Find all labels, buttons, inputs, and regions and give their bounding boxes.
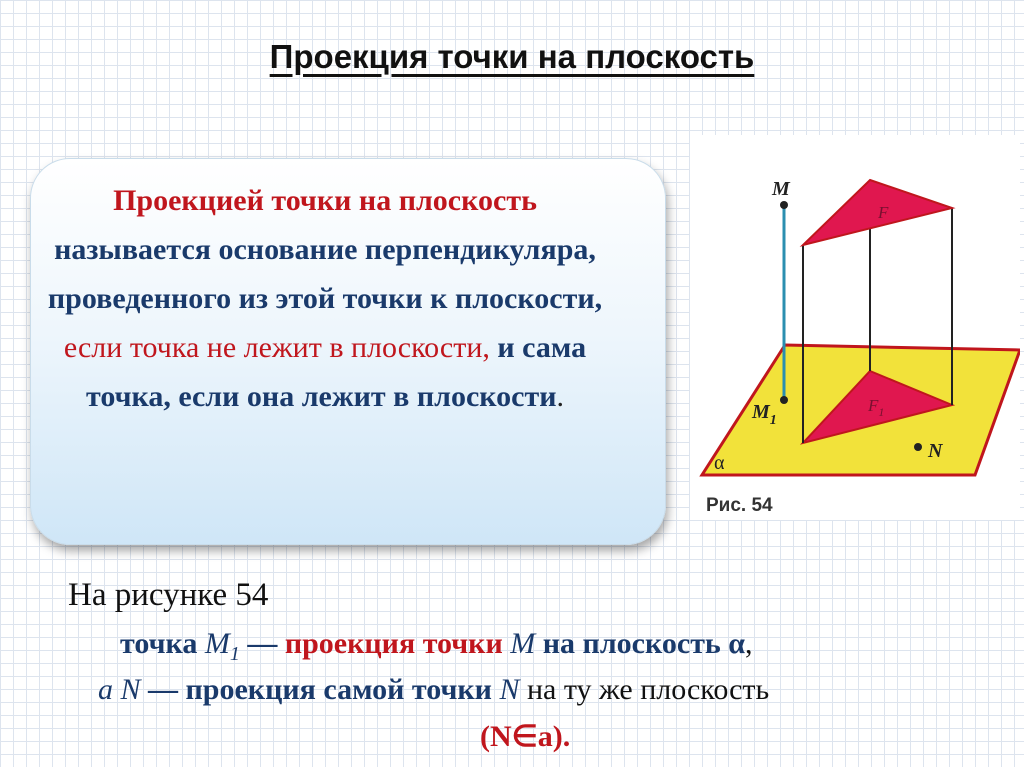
definition-part2: и сама точка, если она лежит в плоскости [86, 331, 587, 413]
definition-text [40, 176, 610, 421]
figure-caption: Рис. 54 [706, 495, 773, 516]
explanation-line4: (N∈a). [480, 720, 571, 753]
label-f1: $F_1$ [868, 396, 885, 419]
label-m1: $M_1$ [752, 401, 777, 428]
label-alpha: α [714, 452, 725, 474]
label-f: F [878, 203, 889, 222]
definition-term: Проекцией точки на плоскость [113, 184, 537, 217]
slide-title: Проекция точки на плоскость [269, 38, 755, 75]
explanation-line3: а N — проекция самой точки N на ту же плоскость [98, 673, 770, 706]
explanation-line2: точка $M_1$ — проекция точки M на плоскость α, [120, 627, 753, 665]
definition-condition: если точка не лежит в плоскости, [63, 331, 498, 364]
point-m [780, 201, 788, 209]
figure-drawing [690, 135, 1020, 520]
label-n: N [928, 440, 943, 462]
definition-part1: называется основание перпендикуляра, проведенного из этой точки к плоскости, [47, 233, 603, 315]
label-m: M [772, 178, 790, 200]
point-n [914, 443, 922, 451]
point-m1 [780, 396, 788, 404]
definition-period: . [556, 380, 564, 413]
figure-54 [690, 135, 1020, 520]
explanation-intro: На рисунке 54 [68, 577, 269, 613]
